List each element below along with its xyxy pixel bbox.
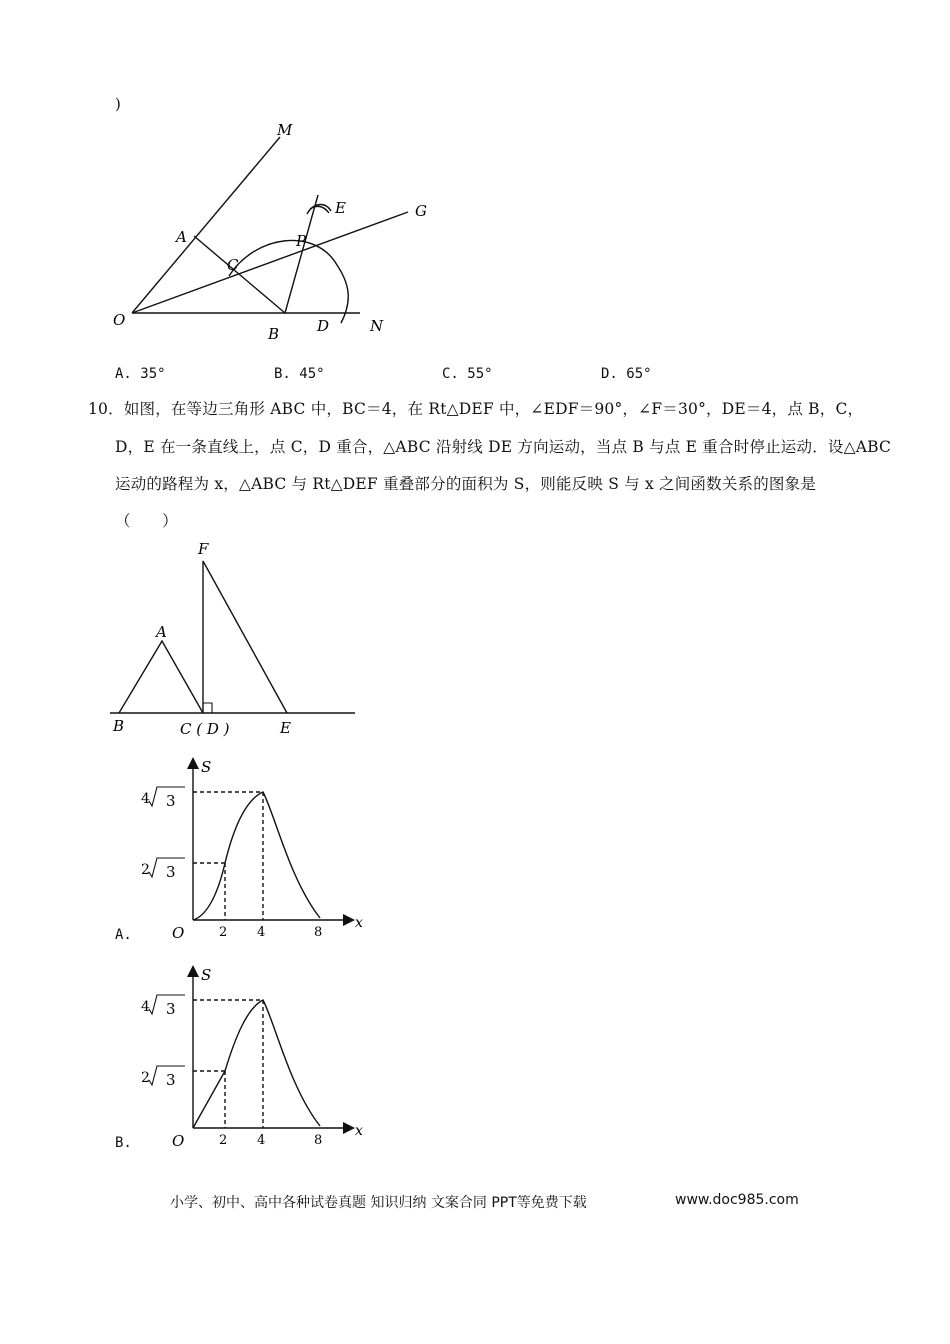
q9-option-c[interactable] (442, 366, 493, 382)
coef: 2 (141, 862, 150, 878)
y-arrow (187, 965, 199, 977)
label-e: E (335, 199, 346, 217)
x-tick-4: 4 (257, 925, 266, 940)
y-axis-label: S (201, 758, 212, 776)
triangle-def (203, 561, 287, 713)
x-tick-2: 2 (219, 1133, 228, 1148)
coef: 4 (141, 791, 150, 807)
y-arrow (187, 757, 199, 769)
ray-be (285, 195, 318, 313)
y-axis-label: S (201, 966, 212, 984)
y-tick-2r3 (141, 1066, 185, 1089)
label-b: B (113, 717, 125, 735)
x-tick-8: 8 (314, 925, 323, 940)
radicand: 3 (166, 792, 176, 810)
label-n: N (370, 317, 384, 335)
option-letter: B. (274, 366, 291, 382)
y-tick-2r3 (141, 858, 185, 881)
q9-option-b[interactable] (274, 366, 325, 382)
q10-graph-a[interactable] (135, 755, 375, 945)
label-d: D (317, 317, 330, 335)
label-f: F (198, 540, 209, 558)
q9-geometry-figure (105, 115, 445, 350)
label-cd: C ( D ) (180, 720, 230, 738)
option-letter: C. (442, 366, 459, 382)
q10-line-1: 10．如图，在等边三角形 ABC 中，BC＝4，在 Rt△DEF 中，∠EDF＝90°，∠F＝30°，DE＝4，点 B，C， (88, 400, 864, 418)
x-arrow (343, 914, 355, 926)
q10-option-b-letter[interactable]: B. (115, 1135, 132, 1151)
q10-option-a-letter[interactable]: A. (115, 927, 132, 943)
label-e: E (280, 719, 291, 737)
x-axis-label: x (355, 1123, 363, 1139)
segment-ab (194, 236, 285, 313)
label-b: B (268, 325, 280, 343)
x-axis-label: x (355, 915, 363, 931)
coef: 2 (141, 1070, 150, 1086)
y-tick-4r3 (141, 995, 185, 1018)
option-letter: D. (601, 366, 618, 382)
label-a: A (176, 228, 187, 246)
x-tick-2: 2 (219, 925, 228, 940)
label-c: C (227, 256, 239, 274)
option-text: 55° (467, 366, 493, 382)
q9-option-a[interactable] (115, 366, 166, 382)
option-text: 35° (140, 366, 166, 382)
graph-curve (193, 792, 320, 920)
q10-line-4: （ ） (115, 512, 178, 530)
origin-label: O (172, 924, 185, 942)
arc-cd (229, 240, 348, 323)
y-tick-4r3 (141, 787, 185, 810)
ray-og (132, 212, 408, 313)
graph-curve (193, 1000, 320, 1128)
label-g: G (415, 202, 427, 220)
origin-label: O (172, 1132, 185, 1150)
footer-url[interactable]: www.doc985.com (675, 1192, 799, 1208)
q9-option-d[interactable] (601, 366, 652, 382)
previous-question-fragment: ) (115, 95, 121, 113)
x-tick-4: 4 (257, 1133, 266, 1148)
q10-triangle-figure (105, 535, 365, 745)
q10-line-2: D，E 在一条直线上，点 C，D 重合，△ABC 沿射线 DE 方向运动，当点 B 与点 E 重合时停止运动．设△ABC (115, 438, 892, 456)
option-text: 65° (626, 366, 652, 382)
option-text: 45° (299, 366, 325, 382)
label-o: O (113, 311, 126, 329)
right-angle-mark (203, 703, 212, 713)
label-a: A (156, 623, 167, 641)
radicand: 3 (166, 1071, 176, 1089)
x-tick-8: 8 (314, 1133, 323, 1148)
coef: 4 (141, 999, 150, 1015)
option-letter: A. (115, 366, 132, 382)
label-p: P (296, 232, 307, 250)
q10-graph-b[interactable] (135, 963, 375, 1153)
label-m: M (277, 121, 293, 139)
x-arrow (343, 1122, 355, 1134)
footer-text: 小学、初中、高中各种试卷真题 知识归纳 文案合同 PPT等免费下载 (170, 1195, 587, 1211)
radicand: 3 (166, 863, 176, 881)
radicand: 3 (166, 1000, 176, 1018)
q10-line-3: 运动的路程为 x，△ABC 与 Rt△DEF 重叠部分的面积为 S，则能反映 S 与 x 之间函数关系的图象是 (115, 475, 817, 493)
triangle-abc (119, 641, 203, 713)
